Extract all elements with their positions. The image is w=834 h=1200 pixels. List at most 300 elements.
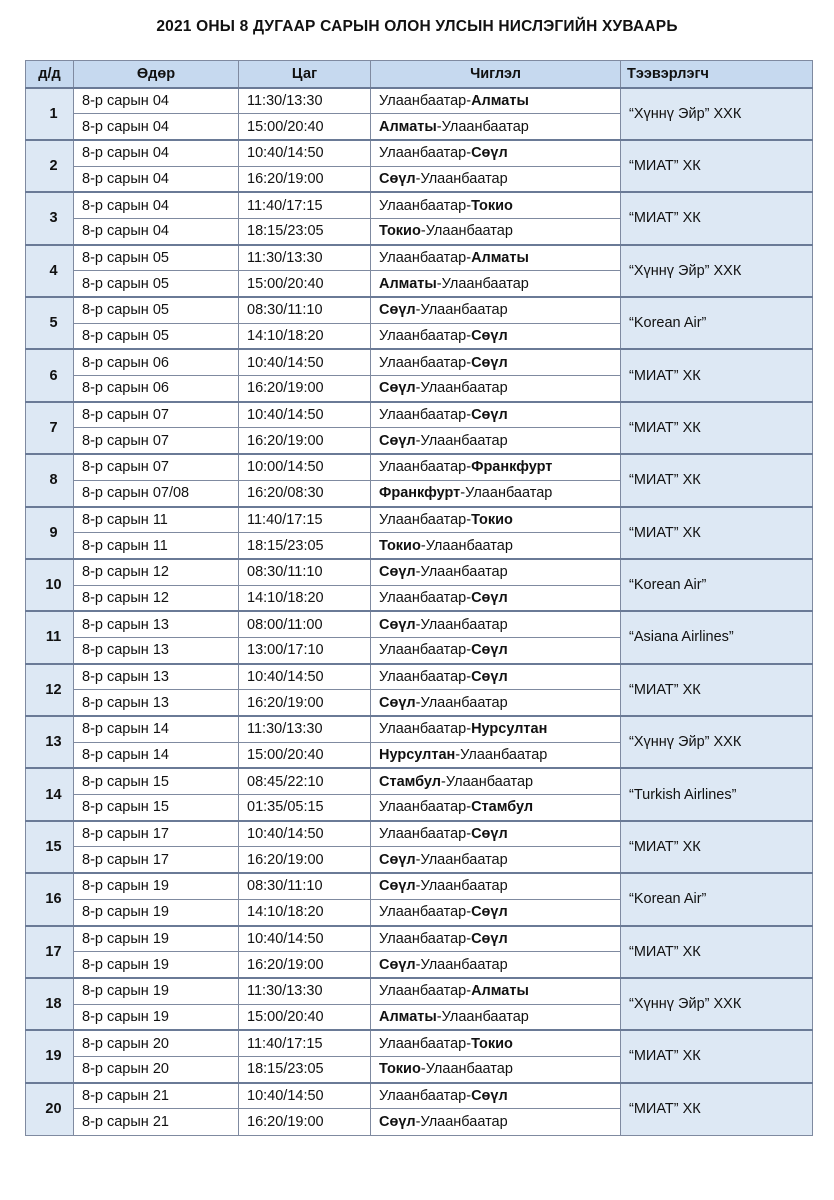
route-destination: Сөүл (471, 145, 508, 162)
flight-time: 01:35/05:15 (239, 795, 371, 821)
carrier-name: “МИАТ” ХК (621, 1083, 813, 1135)
table-row (26, 611, 813, 637)
carrier-name: “МИАТ” ХК (621, 140, 813, 192)
route-separator: - (436, 1008, 442, 1025)
route-origin: Улаанбаатар (379, 904, 467, 921)
flight-date: 8-р сарын 11 (74, 533, 239, 559)
route-separator: - (466, 983, 472, 1000)
flight-route (371, 245, 621, 271)
route-destination: Сөүл (471, 668, 508, 685)
route-origin: Улаанбаатар (379, 1035, 467, 1052)
table-row (26, 140, 813, 166)
flight-date: 8-р сарын 19 (74, 899, 239, 925)
flight-date: 8-р сарын 21 (74, 1083, 239, 1109)
row-number: 17 (26, 926, 74, 978)
row-number: 19 (26, 1030, 74, 1082)
route-origin: Улаанбаатар (379, 799, 467, 816)
carrier-name: “Хүннү Эйр” ХХК (621, 245, 813, 297)
carrier-name: “Turkish Airlines” (621, 768, 813, 820)
flight-time: 14:10/18:20 (239, 323, 371, 349)
table-row (26, 297, 813, 323)
route-origin: Улаанбаатар (379, 642, 467, 659)
flight-route (371, 402, 621, 428)
row-number: 5 (26, 297, 74, 349)
header-row (26, 61, 813, 88)
route-separator: - (466, 354, 472, 371)
flight-time: 16:20/19:00 (239, 690, 371, 716)
flight-time: 08:30/11:10 (239, 873, 371, 899)
route-destination: Сөүл (471, 354, 508, 371)
route-destination: Улаанбаатар (441, 275, 529, 292)
route-origin: Сөүл (379, 380, 416, 397)
route-separator: - (415, 694, 421, 711)
flight-date: 8-р сарын 15 (74, 768, 239, 794)
flight-date: 8-р сарын 04 (74, 192, 239, 218)
table-row (26, 664, 813, 690)
route-destination: Улаанбаатар (420, 616, 508, 633)
table-row (26, 559, 813, 585)
route-destination: Улаанбаатар (420, 694, 508, 711)
carrier-name: “МИАТ” ХК (621, 192, 813, 244)
carrier-name: “МИАТ” ХК (621, 454, 813, 506)
route-origin: Сөүл (379, 616, 416, 633)
row-number: 2 (26, 140, 74, 192)
route-origin: Улаанбаатар (379, 197, 467, 214)
route-destination: Улаанбаатар (420, 564, 508, 581)
row-number: 1 (26, 88, 74, 140)
route-destination: Улаанбаатар (420, 170, 508, 187)
flight-route (371, 297, 621, 323)
route-separator: - (415, 956, 421, 973)
row-number: 18 (26, 978, 74, 1030)
row-number: 13 (26, 716, 74, 768)
table-row (26, 507, 813, 533)
flight-route (371, 349, 621, 375)
header-date: Өдөр (74, 61, 239, 88)
flight-time: 15:00/20:40 (239, 742, 371, 768)
flight-time: 15:00/20:40 (239, 114, 371, 140)
row-number: 8 (26, 454, 74, 506)
header-route: Чиглэл (371, 61, 621, 88)
flight-route (371, 952, 621, 978)
route-origin: Улаанбаатар (379, 930, 467, 947)
row-number: 16 (26, 873, 74, 925)
page-title: 2021 ОНЫ 8 ДУГААР САРЫН ОЛОН УЛСЫН НИСЛЭГИЙН ХУВААРЬ (156, 18, 678, 35)
table-row (26, 245, 813, 271)
flight-route (371, 1004, 621, 1030)
flight-date: 8-р сарын 19 (74, 978, 239, 1004)
carrier-name: “МИАТ” ХК (621, 349, 813, 401)
route-origin: Улаанбаатар (379, 983, 467, 1000)
flight-time: 11:30/13:30 (239, 88, 371, 114)
route-destination: Сөүл (471, 930, 508, 947)
route-separator: - (466, 249, 472, 266)
flight-date: 8-р сарын 13 (74, 611, 239, 637)
flight-date: 8-р сарын 14 (74, 742, 239, 768)
route-origin: Нурсултан (379, 747, 456, 764)
route-origin: Улаанбаатар (379, 328, 467, 345)
flight-route (371, 978, 621, 1004)
route-origin: Улаанбаатар (379, 668, 467, 685)
route-origin: Токио (379, 1061, 421, 1078)
route-origin: Алматы (379, 275, 437, 292)
flight-time: 14:10/18:20 (239, 899, 371, 925)
route-destination: Улаанбаатар (420, 380, 508, 397)
flight-date: 8-р сарын 12 (74, 559, 239, 585)
flight-time: 18:15/23:05 (239, 533, 371, 559)
flight-time: 10:40/14:50 (239, 349, 371, 375)
flight-route (371, 873, 621, 899)
flight-route (371, 690, 621, 716)
flight-date: 8-р сарын 21 (74, 1109, 239, 1135)
flight-date: 8-р сарын 19 (74, 952, 239, 978)
flight-time: 15:00/20:40 (239, 271, 371, 297)
carrier-name: “Хүннү Эйр” ХХК (621, 978, 813, 1030)
route-separator: - (415, 851, 421, 868)
table-row (26, 716, 813, 742)
route-destination: Сөүл (471, 407, 508, 424)
route-separator: - (441, 773, 446, 790)
flight-time: 08:00/11:00 (239, 611, 371, 637)
flight-date: 8-р сарын 13 (74, 690, 239, 716)
route-destination: Сөүл (471, 904, 508, 921)
route-separator: - (436, 118, 442, 135)
carrier-name: “МИАТ” ХК (621, 402, 813, 454)
flight-route (371, 821, 621, 847)
carrier-name: “Asiana Airlines” (621, 611, 813, 663)
flight-time: 16:20/19:00 (239, 952, 371, 978)
schedule-table (25, 60, 813, 1136)
flight-date: 8-р сарын 05 (74, 323, 239, 349)
route-separator: - (466, 904, 472, 921)
flight-route (371, 480, 621, 506)
route-origin: Сөүл (379, 878, 416, 895)
flight-route (371, 742, 621, 768)
row-number: 10 (26, 559, 74, 611)
flight-time: 11:30/13:30 (239, 716, 371, 742)
flight-time: 10:40/14:50 (239, 140, 371, 166)
flight-time: 18:15/23:05 (239, 218, 371, 244)
flight-route (371, 88, 621, 114)
table-row (26, 1030, 813, 1056)
flight-time: 16:20/19:00 (239, 166, 371, 192)
route-origin: Улаанбаатар (379, 459, 467, 476)
route-destination: Токио (471, 197, 513, 214)
flight-route (371, 192, 621, 218)
flight-route (371, 716, 621, 742)
table-row (26, 454, 813, 480)
flight-route (371, 1030, 621, 1056)
route-destination: Франкфурт (471, 459, 553, 476)
flight-date: 8-р сарын 04 (74, 88, 239, 114)
route-origin: Сөүл (379, 956, 416, 973)
flight-time: 11:40/17:15 (239, 1030, 371, 1056)
flight-time: 10:40/14:50 (239, 664, 371, 690)
route-destination: Улаанбаатар (441, 118, 529, 135)
flight-route (371, 611, 621, 637)
route-origin: Улаанбаатар (379, 721, 467, 738)
row-number: 9 (26, 507, 74, 559)
route-destination: Улаанбаатар (420, 1113, 508, 1130)
route-separator: - (455, 747, 461, 764)
route-separator: - (420, 223, 426, 240)
flight-route (371, 768, 621, 794)
route-separator: - (466, 668, 472, 685)
flight-date: 8-р сарын 17 (74, 847, 239, 873)
route-origin: Улаанбаатар (379, 1087, 467, 1104)
flight-route (371, 585, 621, 611)
header-carrier: Тээвэрлэгч (621, 61, 813, 88)
route-origin: Токио (379, 537, 421, 554)
flight-route (371, 899, 621, 925)
flight-route (371, 140, 621, 166)
flight-time: 10:00/14:50 (239, 454, 371, 480)
row-number: 6 (26, 349, 74, 401)
route-origin: Сөүл (379, 694, 416, 711)
route-origin: Улаанбаатар (379, 589, 467, 606)
flight-route (371, 795, 621, 821)
route-origin: Сөүл (379, 432, 416, 449)
flight-route (371, 376, 621, 402)
flight-date: 8-р сарын 05 (74, 245, 239, 271)
flight-route (371, 1083, 621, 1109)
route-origin: Улаанбаатар (379, 407, 467, 424)
route-destination: Улаанбаатар (425, 223, 513, 240)
route-origin: Алматы (379, 118, 437, 135)
flight-date: 8-р сарын 04 (74, 140, 239, 166)
table-row (26, 768, 813, 794)
route-destination: Улаанбаатар (441, 1008, 529, 1025)
flight-time: 16:20/19:00 (239, 376, 371, 402)
route-separator: - (466, 459, 472, 476)
carrier-name: “МИАТ” ХК (621, 821, 813, 873)
flight-date: 8-р сарын 20 (74, 1030, 239, 1056)
table-row (26, 402, 813, 428)
table-row (26, 1083, 813, 1109)
table-row (26, 88, 813, 114)
route-separator: - (466, 799, 472, 816)
route-separator: - (466, 407, 472, 424)
flight-time: 10:40/14:50 (239, 402, 371, 428)
table-row (26, 873, 813, 899)
route-separator: - (415, 380, 421, 397)
schedule-body (26, 88, 813, 1136)
flight-route (371, 323, 621, 349)
row-number: 20 (26, 1083, 74, 1135)
route-separator: - (415, 302, 421, 319)
flight-route (371, 637, 621, 663)
table-row (26, 349, 813, 375)
flight-time: 14:10/18:20 (239, 585, 371, 611)
flight-date: 8-р сарын 19 (74, 873, 239, 899)
flight-route (371, 166, 621, 192)
row-number: 3 (26, 192, 74, 244)
flight-time: 10:40/14:50 (239, 1083, 371, 1109)
flight-route (371, 114, 621, 140)
route-origin: Улаанбаатар (379, 249, 467, 266)
flight-date: 8-р сарын 12 (74, 585, 239, 611)
flight-time: 18:15/23:05 (239, 1056, 371, 1082)
route-destination: Улаанбаатар (465, 485, 553, 502)
flight-time: 08:45/22:10 (239, 768, 371, 794)
row-number: 7 (26, 402, 74, 454)
route-separator: - (466, 721, 472, 738)
route-separator: - (466, 328, 472, 345)
route-origin: Улаанбаатар (379, 92, 467, 109)
route-destination: Улаанбаатар (420, 302, 508, 319)
carrier-name: “МИАТ” ХК (621, 926, 813, 978)
route-destination: Сөүл (471, 589, 508, 606)
flight-date: 8-р сарын 07 (74, 428, 239, 454)
flight-route (371, 454, 621, 480)
header-number: д/д (26, 61, 74, 88)
route-separator: - (466, 1087, 472, 1104)
header-time: Цаг (239, 61, 371, 88)
flight-route (371, 428, 621, 454)
route-origin: Улаанбаатар (379, 826, 467, 843)
route-separator: - (415, 1113, 421, 1130)
route-separator: - (466, 511, 472, 528)
route-origin: Стамбул (379, 773, 442, 790)
route-destination: Улаанбаатар (460, 747, 548, 764)
route-origin: Сөүл (379, 851, 416, 868)
flight-date: 8-р сарын 13 (74, 637, 239, 663)
route-destination: Нурсултан (471, 721, 548, 738)
route-destination: Сөүл (471, 328, 508, 345)
flight-date: 8-р сарын 06 (74, 349, 239, 375)
flight-date: 8-р сарын 05 (74, 271, 239, 297)
route-origin: Сөүл (379, 170, 416, 187)
flight-time: 16:20/19:00 (239, 847, 371, 873)
row-number: 4 (26, 245, 74, 297)
route-destination: Улаанбаатар (425, 1061, 513, 1078)
route-separator: - (420, 1061, 426, 1078)
flight-time: 11:40/17:15 (239, 507, 371, 533)
flight-date: 8-р сарын 15 (74, 795, 239, 821)
flight-date: 8-р сарын 06 (74, 376, 239, 402)
route-origin: Сөүл (379, 1113, 416, 1130)
flight-time: 13:00/17:10 (239, 637, 371, 663)
route-origin: Улаанбаатар (379, 145, 467, 162)
route-separator: - (466, 92, 472, 109)
flight-route (371, 664, 621, 690)
flight-date: 8-р сарын 04 (74, 166, 239, 192)
table-row (26, 978, 813, 1004)
flight-date: 8-р сарын 04 (74, 218, 239, 244)
flight-time: 16:20/08:30 (239, 480, 371, 506)
flight-route (371, 271, 621, 297)
route-origin: Токио (379, 223, 421, 240)
route-origin: Алматы (379, 1008, 437, 1025)
route-separator: - (466, 145, 472, 162)
flight-time: 08:30/11:10 (239, 297, 371, 323)
carrier-name: “МИАТ” ХК (621, 1030, 813, 1082)
row-number: 14 (26, 768, 74, 820)
route-origin: Улаанбаатар (379, 354, 467, 371)
flight-date: 8-р сарын 17 (74, 821, 239, 847)
carrier-name: “Хүннү Эйр” ХХК (621, 716, 813, 768)
row-number: 12 (26, 664, 74, 716)
flight-date: 8-р сарын 04 (74, 114, 239, 140)
row-number: 15 (26, 821, 74, 873)
flight-time: 10:40/14:50 (239, 821, 371, 847)
flight-time: 11:30/13:30 (239, 245, 371, 271)
route-destination: Улаанбаатар (425, 537, 513, 554)
flight-date: 8-р сарын 19 (74, 926, 239, 952)
route-separator: - (415, 878, 421, 895)
flight-date: 8-р сарын 19 (74, 1004, 239, 1030)
route-destination: Улаанбаатар (420, 956, 508, 973)
carrier-name: “Korean Air” (621, 297, 813, 349)
route-destination: Алматы (471, 983, 529, 1000)
route-separator: - (460, 485, 466, 502)
flight-route (371, 559, 621, 585)
route-separator: - (466, 197, 472, 214)
flight-date: 8-р сарын 14 (74, 716, 239, 742)
table-row (26, 926, 813, 952)
route-destination: Улаанбаатар (420, 878, 508, 895)
route-destination: Стамбул (471, 799, 534, 816)
carrier-name: “Korean Air” (621, 559, 813, 611)
route-separator: - (466, 589, 472, 606)
route-origin: Сөүл (379, 564, 416, 581)
route-separator: - (436, 275, 442, 292)
carrier-name: “Korean Air” (621, 873, 813, 925)
flight-route (371, 1056, 621, 1082)
route-destination: Улаанбаатар (420, 432, 508, 449)
flight-time: 15:00/20:40 (239, 1004, 371, 1030)
flight-time: 10:40/14:50 (239, 926, 371, 952)
route-separator: - (466, 642, 472, 659)
table-row (26, 821, 813, 847)
flight-time: 16:20/19:00 (239, 428, 371, 454)
flight-time: 16:20/19:00 (239, 1109, 371, 1135)
route-destination: Сөүл (471, 1087, 508, 1104)
flight-route (371, 926, 621, 952)
route-separator: - (466, 1035, 472, 1052)
route-destination: Алматы (471, 249, 529, 266)
flight-time: 11:40/17:15 (239, 192, 371, 218)
flight-time: 11:30/13:30 (239, 978, 371, 1004)
route-separator: - (415, 564, 421, 581)
flight-date: 8-р сарын 13 (74, 664, 239, 690)
flight-route (371, 218, 621, 244)
table-row (26, 192, 813, 218)
flight-route (371, 847, 621, 873)
route-destination: Сөүл (471, 826, 508, 843)
flight-route (371, 507, 621, 533)
route-destination: Алматы (471, 92, 529, 109)
carrier-name: “МИАТ” ХК (621, 507, 813, 559)
flight-date: 8-р сарын 05 (74, 297, 239, 323)
route-separator: - (415, 432, 421, 449)
flight-time: 08:30/11:10 (239, 559, 371, 585)
route-destination: Токио (471, 1035, 513, 1052)
flight-route (371, 533, 621, 559)
route-origin: Франкфурт (379, 485, 461, 502)
flight-date: 8-р сарын 11 (74, 507, 239, 533)
route-destination: Токио (471, 511, 513, 528)
carrier-name: “МИАТ” ХК (621, 664, 813, 716)
route-separator: - (420, 537, 426, 554)
carrier-name: “Хүннү Эйр” ХХК (621, 88, 813, 140)
row-number: 11 (26, 611, 74, 663)
route-origin: Улаанбаатар (379, 511, 467, 528)
flight-date: 8-р сарын 07 (74, 454, 239, 480)
route-origin: Сөүл (379, 302, 416, 319)
route-destination: Улаанбаатар (420, 851, 508, 868)
flight-date: 8-р сарын 20 (74, 1056, 239, 1082)
